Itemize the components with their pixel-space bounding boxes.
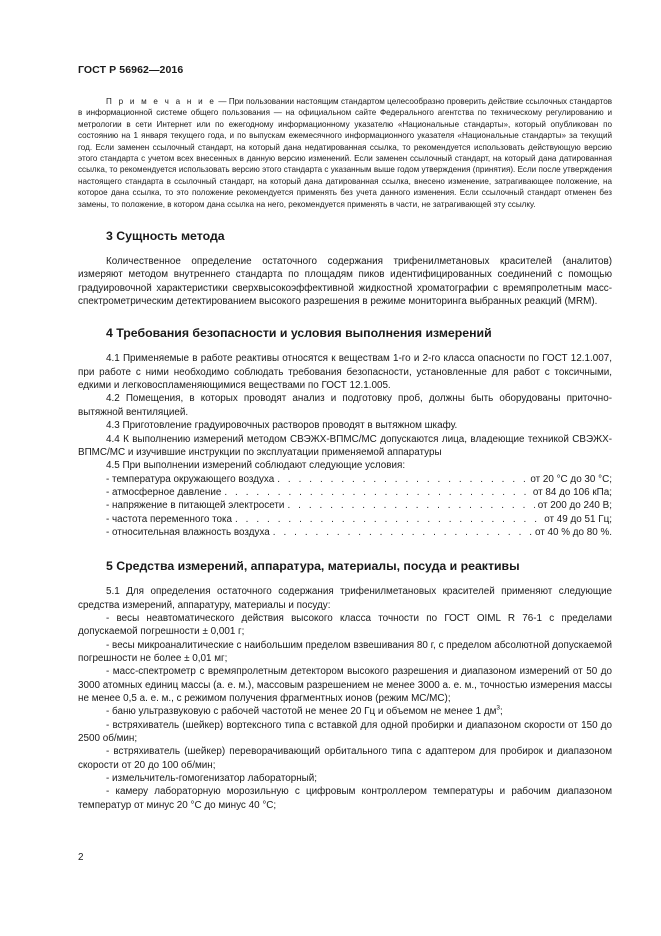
- equipment-item: - весы микроаналитические с наибольшим пределом взвешивания 80 г, с пределом абсолютной допускаемой погрешности не более ± 0,01 мг;: [78, 639, 612, 664]
- condition-label: - напряжение в питающей электросети: [106, 500, 285, 512]
- condition-value: от 20 °С до 30 °С;: [530, 473, 612, 485]
- note-label: П р и м е ч а н и е: [106, 97, 217, 106]
- condition-row: [78, 513, 612, 526]
- equipment-item-tail: ;: [500, 706, 503, 718]
- document-header: ГОСТ Р 56962—2016: [78, 64, 184, 76]
- equipment-item: - масс-спектрометр с времяпролетным детектором высокого разрешения и диапазоном измерений от 50 до 3000 атомных единиц массы (а. е. м.), массовым разрешением не менее 3000 а. е. м., точностью измерения массы не менее 0,5 а. е. м., с режимом получения фрагментных ионов (режим МС/МС);: [78, 666, 612, 704]
- dot-leader: [235, 513, 541, 526]
- condition-row: [78, 473, 612, 486]
- note-paragraph: [78, 96, 612, 210]
- condition-label: - частота переменного тока: [106, 513, 232, 525]
- dot-leader: [224, 486, 530, 499]
- condition-value: от 84 до 106 кПа;: [532, 486, 612, 498]
- section-4-title: 4 Требования безопасности и условия выполнения измерений: [106, 326, 492, 341]
- section-5-title: 5 Средства измерений, аппаратура, материалы, посуда и реактивы: [106, 559, 520, 574]
- clause-5-1: 5.1 Для определения остаточного содержания трифенилметановых красителей применяют следующие средства измерений, аппаратуру, материалы и посуду:: [78, 586, 612, 611]
- equipment-item: - встряхиватель (шейкер) вортексного типа с вставкой для одной пробирки и диапазоном скорости от 150 до 2500 об/мин;: [78, 719, 612, 745]
- condition-label: - температура окружающего воздуха: [106, 473, 275, 485]
- condition-row: [78, 486, 612, 499]
- equipment-item: - камеру лабораторную морозильную с цифровым контроллером температуры и рабочим диапазоном температур от минус 20 °С до минус 40 °С;: [78, 786, 612, 811]
- page-content: [78, 96, 612, 812]
- clause-4-2: 4.2 Помещения, в которых проводят анализ и подготовку проб, должны быть оборудованы приточно-вытяжной вентиляцией.: [78, 393, 612, 418]
- condition-label: - атмосферное давление: [106, 486, 222, 498]
- dot-leader: [287, 499, 534, 512]
- condition-label: - относительная влажность воздуха: [106, 526, 270, 538]
- note-text: — При пользовании настоящим стандартом целесообразно проверить действие ссылочных стандартов в информационной системе общего пользования — на официальном сайте Федерального агентства по техническому регулированию и метрологии в сети Интернет или по ежегодному информационному указателю «Национальные стандарты», который опубликован по состоянию на 1 января текущего года, и по выпускам ежемесячного информационного указателя «Национальные стандарты» за текущий год. Если заменен ссылочный стандарт, на который дана недатированная ссылка, то рекомендуется использовать действующую версию этого стандарта с учетом всех внесенных в данную версию изменений. Если заменен ссылочный стандарт, на который дана датированная ссылка, то рекомендуется использовать версию этого стандарта с указанным выше годом утверждения (принятия). Если после утверждения настоящего стандарта в ссылочный стандарт, на который дана датированная ссылка, внесено изменение, затрагивающее положение, на которое дана ссылка, то это положение рекомендуется применять без учета данного изменения. Если ссылочный стандарт отменен без замены, то положение, в котором дана ссылка на него, рекомендуется применять в части, не затрагивающей эту ссылку.: [78, 97, 613, 209]
- section-3-paragraph: Количественное определение остаточного содержания трифенилметановых красителей (аналитов) измеряют методом внутреннего стандарта по площадям пиков идентифицированных соединений с помощью градуировочной характеристики сверхвысокоэффективной жидкостной хроматографии с времяпролетным масс-спектрометрическим детектированием высокого разрешения в режиме мониторинга выбранных реакций (MRM).: [78, 256, 612, 308]
- condition-value: от 49 до 51 Гц;: [544, 513, 612, 525]
- clause-4-1: 4.1 Применяемые в работе реактивы относятся к веществам 1-го и 2-го класса опасности по ГОСТ 12.1.007, при работе с ними необходимо соблюдать требования безопасности, установленные для работ с токсичными, едкими и легковоспламеняющимися веществами по ГОСТ 12.1.005.: [78, 353, 612, 392]
- dot-leader: [277, 473, 527, 486]
- section-3-title: 3 Сущность метода: [106, 229, 225, 244]
- condition-row: [78, 499, 612, 512]
- equipment-item: - весы неавтоматического действия высокого класса точности по ГОСТ OIML R 76-1 с пределами допускаемой погрешности ± 0,001 г;: [78, 612, 612, 638]
- condition-row: [78, 526, 612, 539]
- equipment-item: - встряхиватель (шейкер) переворачивающий орбитального типа с адаптером для пробирок и диапазоном скорости от 20 до 100 об/мин;: [78, 746, 612, 771]
- page-number: 2: [78, 852, 84, 863]
- clause-4-3: 4.3 Приготовление градуировочных растворов проводят в вытяжном шкафу.: [106, 420, 458, 432]
- equipment-item: [78, 705, 612, 718]
- equipment-item-text: - баню ультразвуковую с рабочей частотой не менее 20 Гц и объемом не менее 1 дм: [106, 706, 497, 718]
- condition-value: от 200 до 240 В;: [537, 500, 612, 512]
- equipment-item: - измельчитель-гомогенизатор лабораторный;: [106, 773, 318, 785]
- superscript: 3: [496, 705, 501, 713]
- condition-value: от 40 % до 80 %.: [534, 526, 612, 538]
- clause-4-4: 4.4 К выполнению измерений методом СВЭЖХ-ВПМС/МС допускаются лица, владеющие техникой СВЭЖХ-ВПМС/МС и изучившие инструкции по эксплуатации применяемой аппаратуры: [78, 433, 612, 458]
- clause-4-5: 4.5 При выполнении измерений соблюдают следующие условия:: [106, 460, 406, 472]
- dot-leader: [273, 526, 532, 539]
